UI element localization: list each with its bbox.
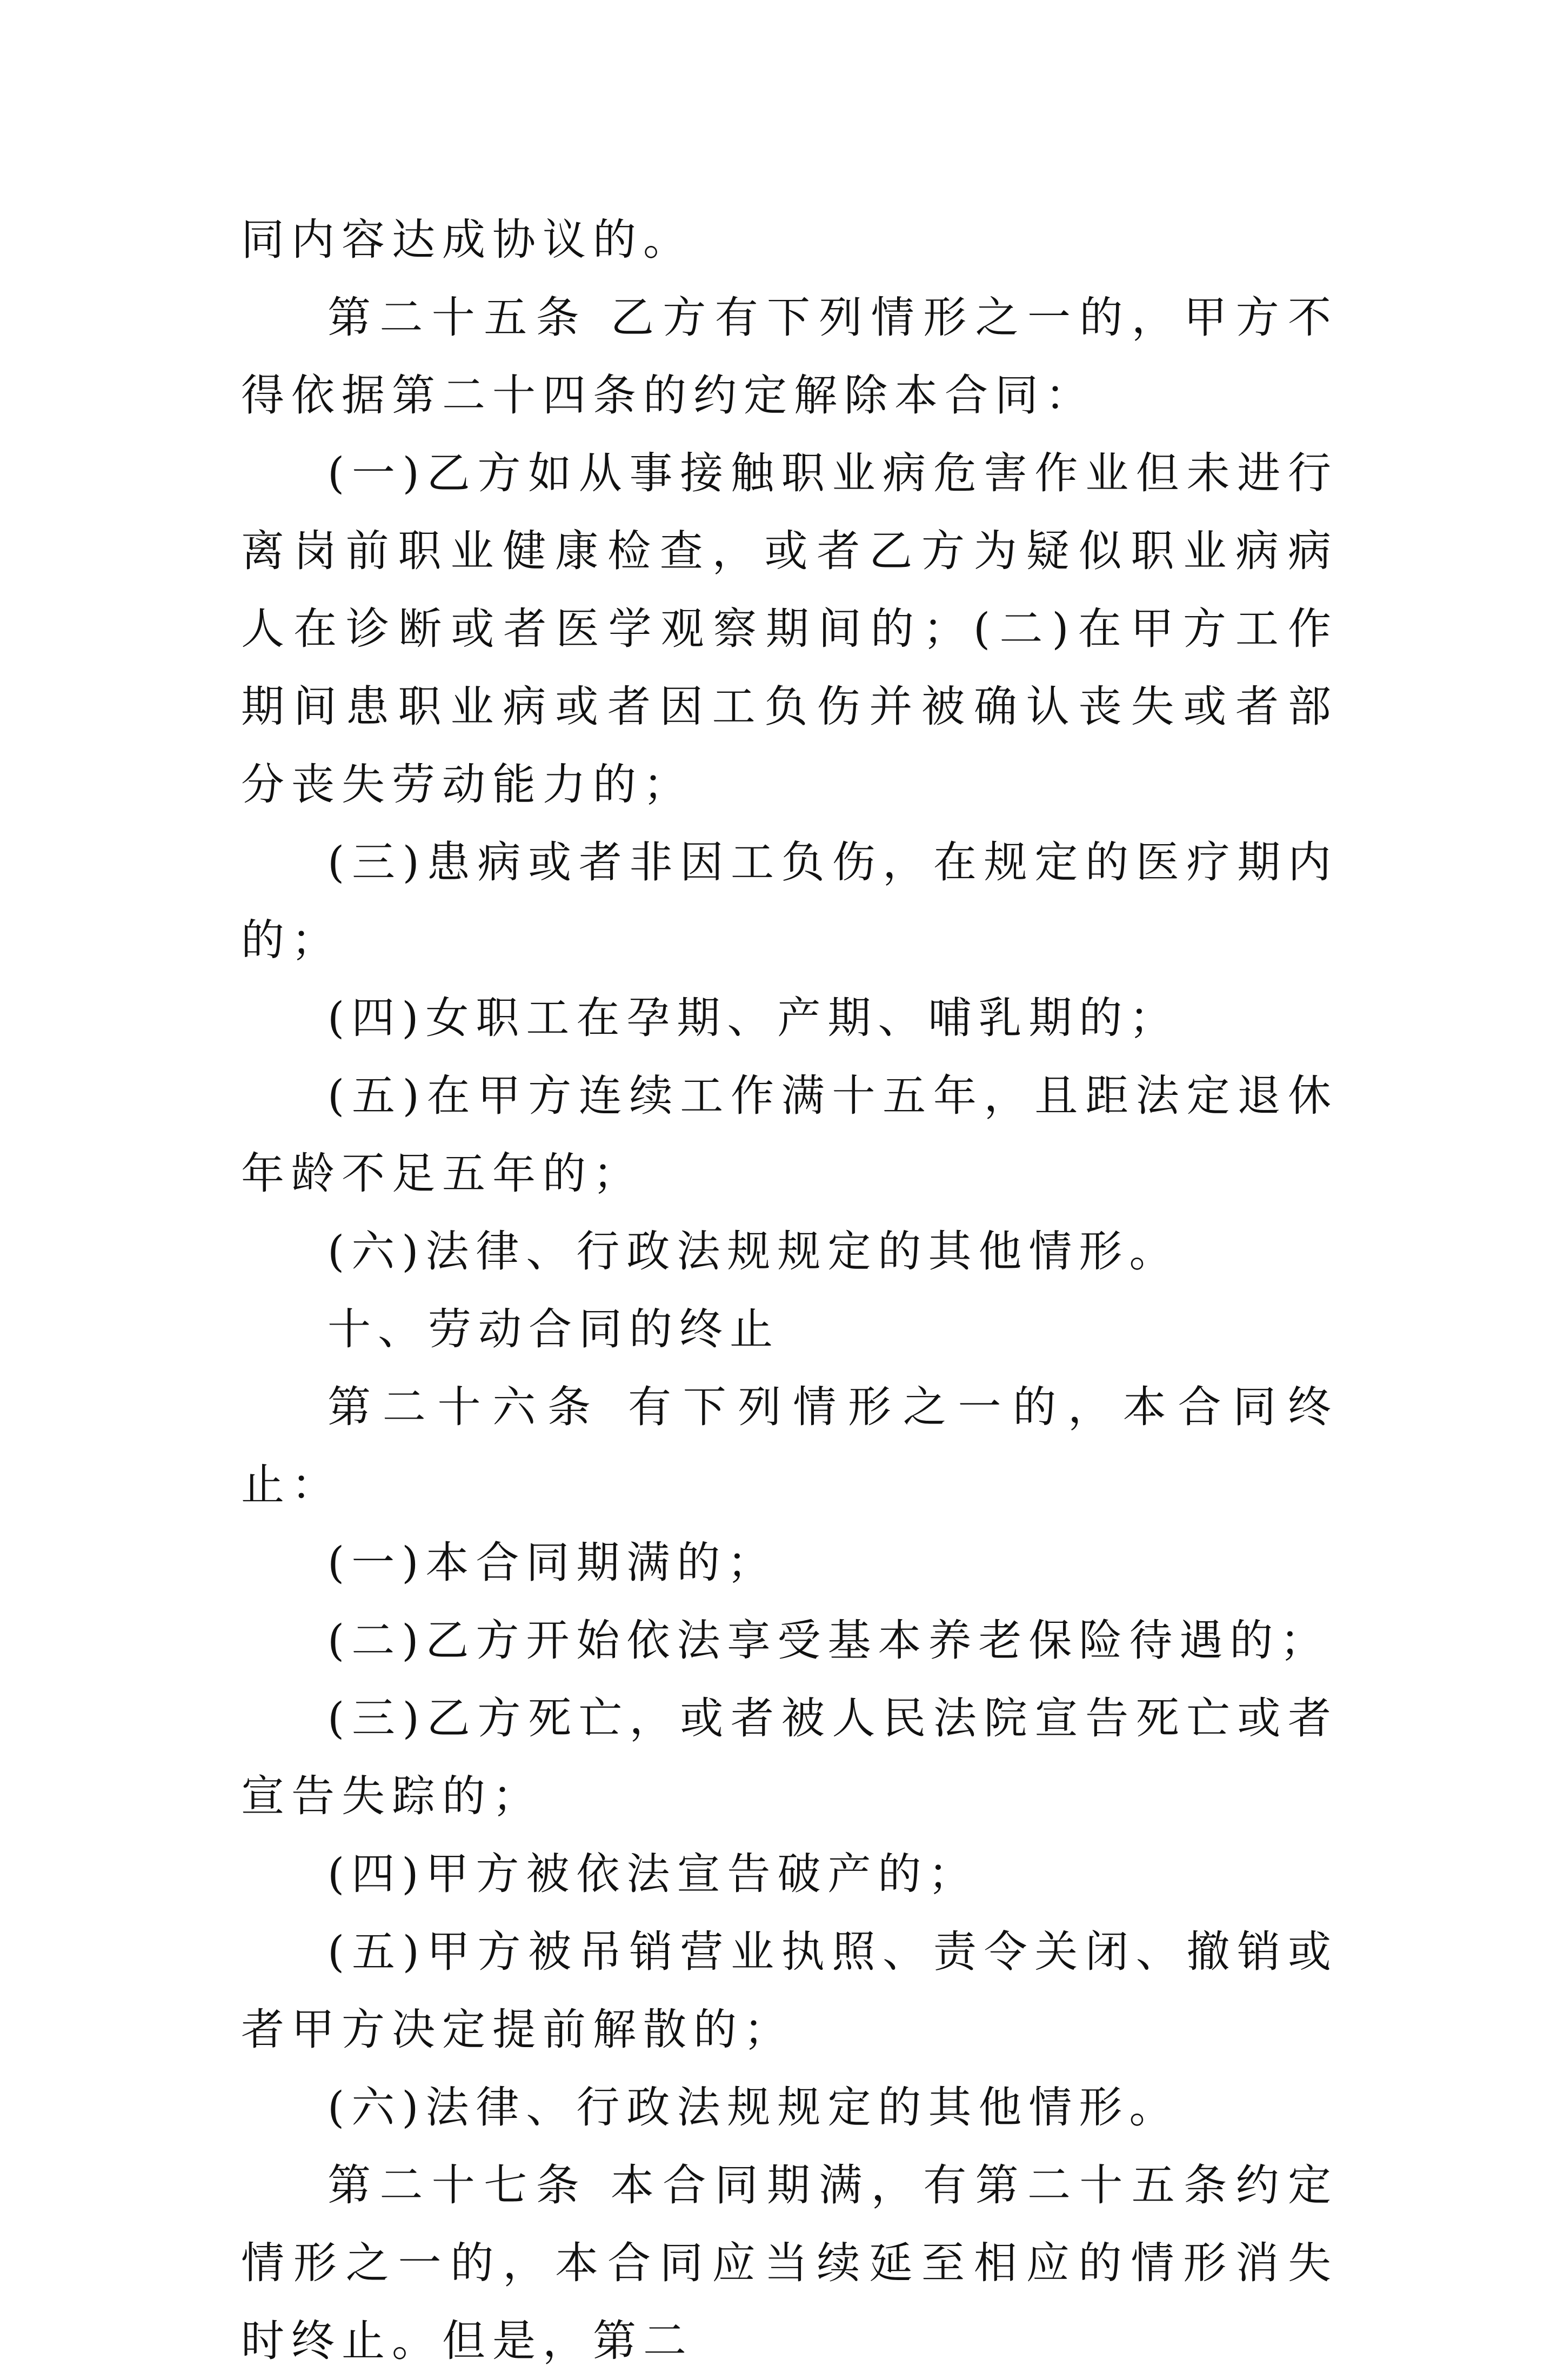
document-body — [241, 201, 1338, 2380]
paragraph: 同内容达成协议的。 — [241, 215, 693, 265]
paragraph: (三)乙方死亡，或者被人民法院宣告死亡或者宣告失踪的； — [241, 1693, 1338, 1821]
paragraph: (六)法律、行政法规规定的其他情形。 — [327, 1226, 1180, 1276]
section-heading-termination: 十、劳动合同的终止 — [327, 1304, 780, 1354]
paragraph: (三)患病或者非因工负伤，在规定的医疗期内的； — [241, 837, 1338, 965]
paragraph: (四)甲方被依法宣告破产的； — [327, 1849, 979, 1899]
paragraph: (五)在甲方连续工作满十五年，且距法定退休年龄不足五年的； — [241, 1071, 1338, 1199]
paragraph: (一)乙方如从事接触职业病危害作业但未进行离岗前职业健康检查，或者乙方为疑似职业病病人在诊断或者医学观察期间的；(二)在甲方工作期间患职业病或者因工负伤并被确认丧失或者部分丧失劳动能力的； — [241, 448, 1338, 810]
paragraph: (二)乙方开始依法享受基本养老保险待遇的； — [327, 1615, 1331, 1666]
article-25-heading: 第二十五条 乙方有下列情形之一的，甲方不得依据第二十四条的约定解除本合同： — [241, 292, 1338, 420]
article-26-heading: 第二十六条 有下列情形之一的，本合同终止： — [241, 1382, 1338, 1510]
article-27-heading: 第二十七条 本合同期满，有第二十五条约定情形之一的，本合同应当续延至相应的情形消失时终止。但是，第二 — [241, 2160, 1338, 2366]
paragraph: (六)法律、行政法规规定的其他情形。 — [327, 2082, 1180, 2132]
paragraph: (五)甲方被吊销营业执照、责令关闭、撤销或者甲方决定提前解散的； — [241, 1927, 1338, 2055]
paragraph: (四)女职工在孕期、产期、哺乳期的； — [327, 993, 1180, 1043]
paragraph: (一)本合同期满的； — [327, 1537, 778, 1588]
